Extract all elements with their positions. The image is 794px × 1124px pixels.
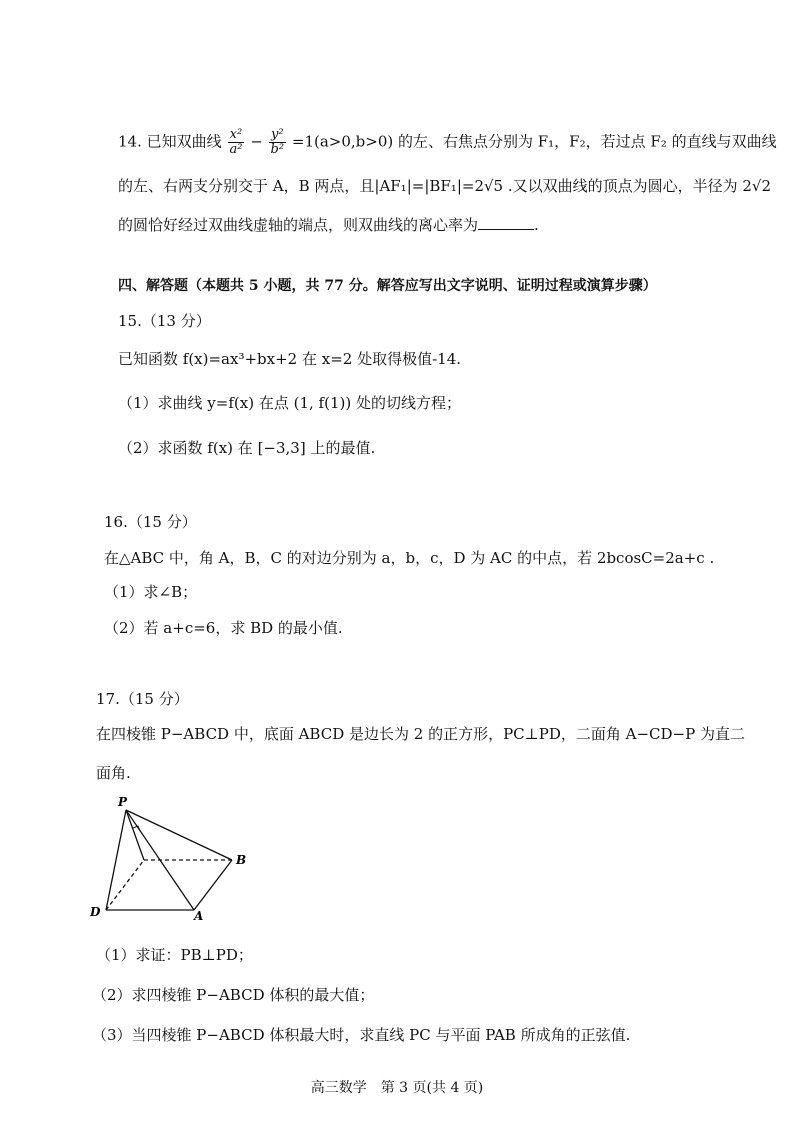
q14-minus: − [250, 132, 263, 151]
q15-part2: （2）求函数 f(x) 在 [−3,3] 上的最值. [118, 439, 376, 457]
right-angle-mark [133, 826, 140, 831]
q14-fraction-x [227, 128, 244, 157]
section-title: 四、解答题（本题共 5 小题，共 77 分。解答应写出文字说明、证明过程或演算步骤） [118, 278, 657, 294]
q14-line1 [118, 128, 777, 157]
q17-part3: （3）当四棱锥 P−ABCD 体积最大时，求直线 PC 与平面 PAB 所成角的正弦值. [92, 1026, 631, 1044]
label-p: P [118, 795, 128, 809]
q15-part1: （1）求曲线 y=f(x) 在点 (1, f(1)) 处的切线方程； [118, 394, 461, 412]
edge-pd [106, 810, 126, 910]
label-d: D [90, 905, 101, 919]
q15-stem: 已知函数 f(x)=ax³+bx+2 在 x=2 处取得极值-14. [118, 350, 462, 368]
q14-frac1-num: x² [229, 127, 243, 142]
q16-part1: （1）求∠B； [104, 583, 198, 601]
q16-part2: （2）若 a+c=6，求 BD 的最小值. [104, 619, 343, 637]
q17-header: 17.（15 分） [96, 690, 189, 708]
label-a: A [194, 909, 204, 920]
page-footer: 高三数学 第 3 页(共 4 页) [310, 1080, 484, 1096]
q16-header: 16.（15 分） [104, 513, 197, 531]
q14-line3-text: 的圆恰好经过双曲线虚轴的端点，则双曲线的离心率为 [118, 216, 479, 234]
q16-stem: 在△ABC 中，角 A，B，C 的对边分别为 a，b，c，D 为 AC 的中点，若 2bcosC=2a+c . [104, 549, 715, 567]
q14-fraction-y [269, 128, 287, 157]
q14-line2: 的左、右两支分别交于 A，B 两点，且|AF₁|=|BF₁|=2√5 .又以双曲线的顶点为圆心，半径为 2√2 [118, 177, 772, 195]
q14-line3 [118, 215, 539, 235]
q14-number: 14. [118, 132, 142, 151]
label-b: B [236, 853, 247, 867]
answer-blank [478, 215, 534, 230]
q17-part1: （1）求证：PB⊥PD； [96, 946, 253, 964]
q17-stem-line2: 面角. [96, 764, 131, 782]
q15-header: 15.（13 分） [118, 312, 211, 330]
q14-frac2-den: b² [270, 142, 285, 157]
q17-part2: （2）求四棱锥 P−ABCD 体积的最大值； [92, 986, 375, 1004]
edge-ab [194, 860, 232, 910]
q14-line3-end: . [534, 216, 539, 234]
edge-dc [106, 860, 144, 910]
q14-frac1-den: a² [229, 142, 243, 157]
q14-line1-text-a: 已知双曲线 [146, 132, 222, 151]
q14-frac2-num: y² [271, 127, 284, 142]
pyramid-figure [86, 790, 266, 920]
q14-line1-text-b: =1(a>0,b>0) 的左、右焦点分别为 F₁，F₂，若过点 F₂ 的直线与双曲线 [291, 132, 777, 151]
q17-stem-line1: 在四棱锥 P−ABCD 中，底面 ABCD 是边长为 2 的正方形，PC⊥PD，二面角 A−CD−P 为直二 [96, 725, 745, 743]
